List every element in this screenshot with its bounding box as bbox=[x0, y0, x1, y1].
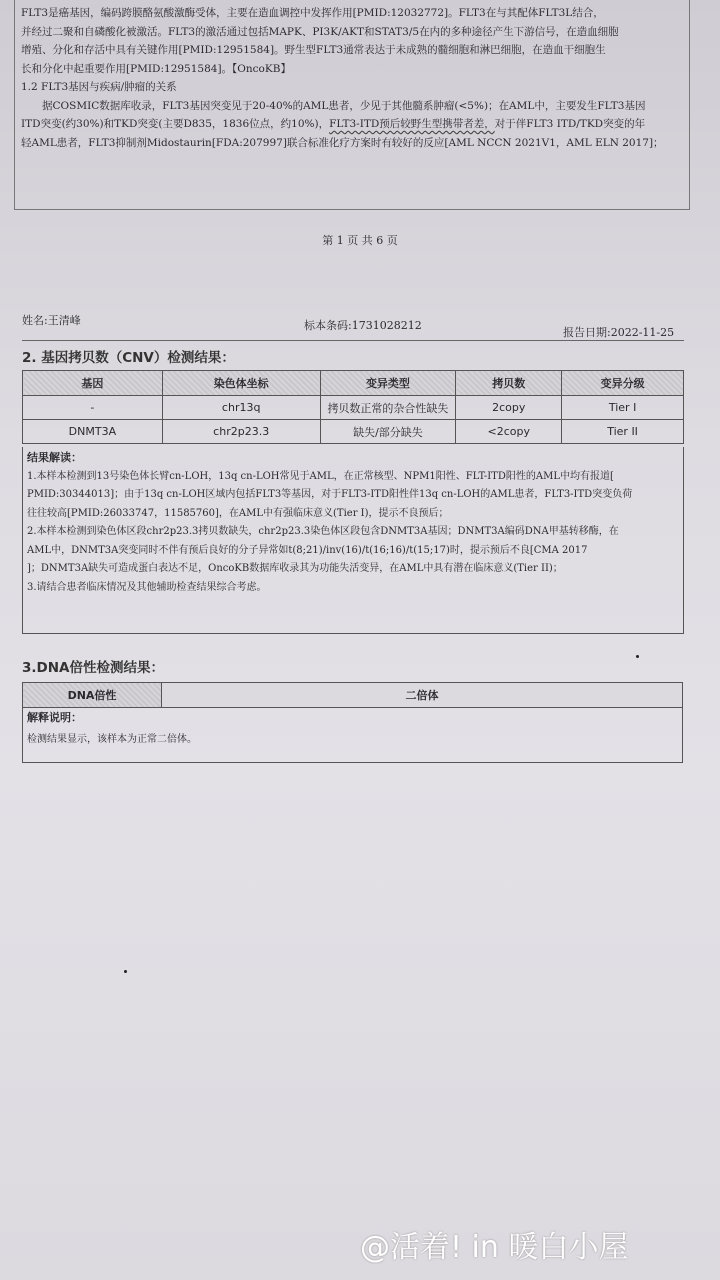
column-header: 基因 bbox=[23, 371, 163, 396]
intro-line: ITD突变(约30%)和TKD突变(主要D835，1836位点，约10%)，FLT3-ITD预后较野生型携带者差，对于伴FLT3 ITD/TKD突变的年 bbox=[21, 118, 646, 130]
interpretation-line: AML中，DNMT3A突变同时不伴有预后良好的分子异常如t(8;21)/inv(16)/t(16;16)/t(15;17)时，提示预后不良[CMA 2017 bbox=[27, 544, 588, 556]
paper-speck bbox=[124, 970, 127, 973]
report-header bbox=[22, 312, 684, 341]
intro-line: 据COSMIC数据库收录，FLT3基因突变见于20-40%的AML患者，少见于其他髓系肿瘤(<5%)；在AML中，主要发生FLT3基因 bbox=[42, 99, 646, 112]
intro-line: FLT3是癌基因，编码跨膜酪氨酸激酶受体，主要在造血调控中发挥作用[PMID:12032772]。FLT3在与其配体FLT3L结合， bbox=[21, 7, 604, 19]
explanation-label: 解释说明： bbox=[27, 711, 82, 724]
column-header: 拷贝数 bbox=[456, 371, 562, 396]
interpretation-line: 2.本样本检测到染色体区段chr2p23.3拷贝数缺失，chr2p23.3染色体区段包含DNMT3A基因；DNMT3A编码DNA甲基转移酶，在 bbox=[27, 526, 619, 537]
interpretation-label: 结果解读： bbox=[27, 451, 82, 464]
cnv-section-title: 2. 基因拷贝数（CNV）检测结果： bbox=[22, 350, 235, 366]
dna-section-title: 3.DNA倍性检测结果： bbox=[22, 660, 164, 676]
cnv-table bbox=[22, 370, 684, 444]
cell-coordinate: chr2p23.3 bbox=[162, 420, 320, 444]
cnv-interpretation bbox=[22, 447, 684, 634]
explanation-text: 检测结果显示，该样本为正常二倍体。 bbox=[27, 733, 197, 745]
interpretation-line: 1.本样本检测到13号染色体长臂cn-LOH，13q cn-LOH常见于AML，在正常核型、NPM1阳性、FLT-ITD阳性的AML中均有报道[ bbox=[27, 470, 614, 482]
ploidy-value: 二倍体 bbox=[162, 683, 683, 708]
cell-variant-type: 缺失/部分缺失 bbox=[320, 420, 456, 444]
table-row bbox=[23, 683, 683, 708]
dna-ploidy-table bbox=[22, 682, 683, 708]
table-row bbox=[23, 420, 684, 444]
column-header: 染色体坐标 bbox=[162, 371, 320, 396]
interpretation-line: PMID:30344013]；由于13q cn-LOH区域内包括FLT3等基因，对于FLT3-ITD阳性伴13q cn-LOH的AML患者，FLT3-ITD突变负荷 bbox=[27, 489, 633, 500]
watermark: @活着! in 暖白小屋 bbox=[360, 1230, 629, 1265]
sample-barcode: 标本条码:1731028212 bbox=[304, 319, 422, 332]
intro-line: 长和分化中起重要作用[PMID:12951584]。【OncoKB】 bbox=[21, 62, 291, 75]
cell-coordinate: chr13q bbox=[162, 396, 320, 420]
cell-gene: - bbox=[23, 396, 163, 420]
column-header: 变异分级 bbox=[562, 371, 684, 396]
report-date: 报告日期:2022-11-25 bbox=[563, 326, 675, 339]
column-header: 变异类型 bbox=[320, 371, 456, 396]
intro-line: 并经过二聚和自磷酸化被激活。FLT3的激活通过包括MAPK、PI3K/AKT和STAT3/5在内的多种途径产生下游信号，在造血细胞 bbox=[21, 25, 619, 38]
interpretation-line: 3.请结合患者临床情况及其他辅助检查结果综合考虑。 bbox=[27, 581, 267, 593]
intro-line: 增殖、分化和存活中具有关键作用[PMID:12951584]。野生型FLT3通常表达于未成熟的髓细胞和淋巴细胞，在造血干细胞生 bbox=[21, 44, 606, 56]
cell-variant-type: 拷贝数正常的杂合性缺失 bbox=[320, 396, 456, 420]
interpretation-line: ]；DNMT3A缺失可造成蛋白表达不足，OncoKB数据库收录其为功能失活变异，在AML中具有潜在临床意义(Tier II)； bbox=[27, 563, 563, 574]
cell-copy-number: 2copy bbox=[456, 396, 562, 420]
table-row bbox=[23, 396, 684, 420]
cell-gene: DNMT3A bbox=[23, 420, 163, 444]
cell-tier: Tier I bbox=[562, 396, 684, 420]
ploidy-label: DNA倍性 bbox=[23, 683, 162, 708]
gene-intro-section bbox=[14, 0, 690, 210]
dna-explanation bbox=[22, 707, 683, 763]
cell-copy-number: <2copy bbox=[456, 420, 562, 444]
page-number: 第 1 页 共 6 页 bbox=[322, 234, 398, 247]
underlined-phrase: FLT3-ITD预后较野生型携带者差， bbox=[329, 118, 495, 130]
intro-line: 轻AML患者，FLT3抑制剂Midostaurin[FDA:207997]联合标准化疗方案时有较好的反应[AML NCCN 2021V1，AML ELN 2017]； bbox=[21, 136, 664, 149]
subsection-heading: 1.2 FLT3基因与疾病/肿瘤的关系 bbox=[21, 81, 177, 93]
interpretation-line: 往往较高[PMID:26033747，11585760]，在AML中有强临床意义(Tier I)，提示不良预后； bbox=[27, 507, 449, 519]
paper-speck bbox=[636, 655, 639, 658]
cell-tier: Tier II bbox=[562, 420, 684, 444]
table-header-row bbox=[23, 371, 684, 396]
patient-name: 姓名:王清峰 bbox=[22, 314, 81, 327]
